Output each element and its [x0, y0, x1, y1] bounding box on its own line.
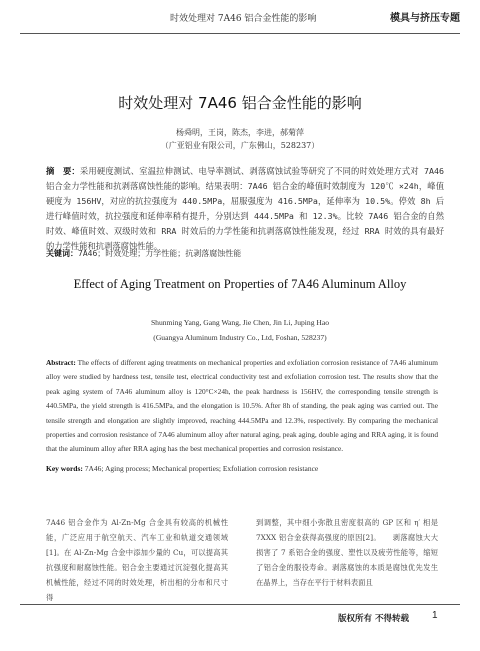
section-label: 模具与挤压专题 — [390, 13, 460, 24]
keywords-en-text: 7A46; Aging process; Mechanical properties; Exfoliation corrosion resistance — [84, 464, 319, 473]
affiliation-cn: （广亚铝业有限公司，广东佛山，528237） — [160, 141, 320, 150]
abstract-cn-text: 采用硬度测试、室温拉伸测试、电导率测试、剥落腐蚀试验等研究了不同的时效处理方式对 7A46 铝合金力学性能和抗剥落腐蚀性能的影响。结果表明：7A46 铝合金的峰值时效制度为 120℃ ×24h，峰值硬度为 156HV，对应的抗拉强度为 440.5MPa，屈服强度为 416.5MPa，延伸率为 10.5%。停效 8h 后进行峰值时效，抗拉强度和延伸率稍有提升，分别达到 444.5MPa 和 12.3%。比较 7A46 铝合金的自然时效、峰值时效、双级时效和 RRA 时效后的力学性能和抗剥落腐蚀性能发现，经过 RRA 时效的具有最好的力学性能和抗剥落腐蚀性能。 — [46, 166, 444, 251]
page-number: 1 — [432, 610, 438, 621]
footer-divider — [20, 604, 460, 605]
body-column-right: 到调整，其中细小弥散且密度很高的 GP 区和 η′ 相是 7XXX 铝合金获得高强度的原因[2]。 剥落腐蚀大大损害了 7 系铝合金的强度、塑性以及疲劳性能等，缩短了铝合金的服役寿命。剥落腐蚀的本质是腐蚀优先发生在晶界上，当存在平行于材料表面且 — [256, 518, 438, 587]
abstract-cn-label: 摘 要： — [46, 166, 80, 176]
running-title: 时效处理对 7A46 铝合金性能的影响 — [170, 14, 317, 24]
affiliation-en: (Guangya Aluminum Industry Co., Ltd, Foshan, 528237) — [153, 333, 327, 342]
authors-cn: 杨舜明，王岗，陈杰，李进，郝菊萍 — [176, 128, 304, 137]
abstract-en — [46, 356, 438, 457]
abstract-en-text: The effects of different aging treatments on mechanical properties and exfoliation corrosion resistance of 7A46 aluminum alloy were studied by hardness test, tensile test, electrical conductivity test and exfoliation corrosion test. The results show that the peak aging system of 7A46 aluminum alloy is 120°C×24h, the peak hardness is 156HV, the corresponding tensile strength is 440.5MPa, the yield strength is 416.5MPa, and the elongation is 10.5%. After 8h of standing, the peak aging was carried out. The tensile strength and elongation are slightly improved, reaching 444.5MPa and 12.3%, respectively. By comparing the mechanical properties and corrosion resistance of 7A46 aluminum alloy after natural aging, peak aging, double aging and RRA aging, it is found that the aluminum alloy after RRA aging has the best mechanical properties and corrosion resistance. — [46, 358, 438, 454]
keywords-cn-text: 7A46；时效处理；力学性能；抗剥落腐蚀性能 — [78, 249, 242, 258]
abstract-cn — [46, 164, 444, 254]
keywords-cn — [46, 248, 444, 259]
keywords-en-label: Key words: — [46, 464, 83, 473]
body-column-left: 7A46 铝合金作为 Al-Zn-Mg 合金具有较高的机械性能，广泛应用于航空航天、汽车工业和轨道交通领域[1]。在 Al-Zn-Mg 合金中添加少量的 Cu，可以提高其抗强度和耐腐蚀性能。铝合金主要通过沉淀强化提高其机械性能，经过不同的时效处理，析出相的分布和尺寸得 — [46, 518, 228, 602]
authors-en: Shunming Yang, Gang Wang, Jie Chen, Jin Li, Juping Hao — [150, 318, 330, 327]
header-divider — [20, 33, 460, 34]
running-header — [20, 6, 460, 28]
keywords-en — [46, 464, 438, 473]
paper-title-en: Effect of Aging Treatment on Properties of 7A46 Aluminum Alloy — [73, 277, 407, 291]
paper-title-cn: 时效处理对 7A46 铝合金性能的影响 — [118, 94, 362, 112]
keywords-cn-label: 关键词： — [46, 249, 78, 258]
abstract-en-label: Abstract: — [46, 358, 76, 367]
copyright-notice: 版权所有 不得转载 — [338, 614, 409, 624]
